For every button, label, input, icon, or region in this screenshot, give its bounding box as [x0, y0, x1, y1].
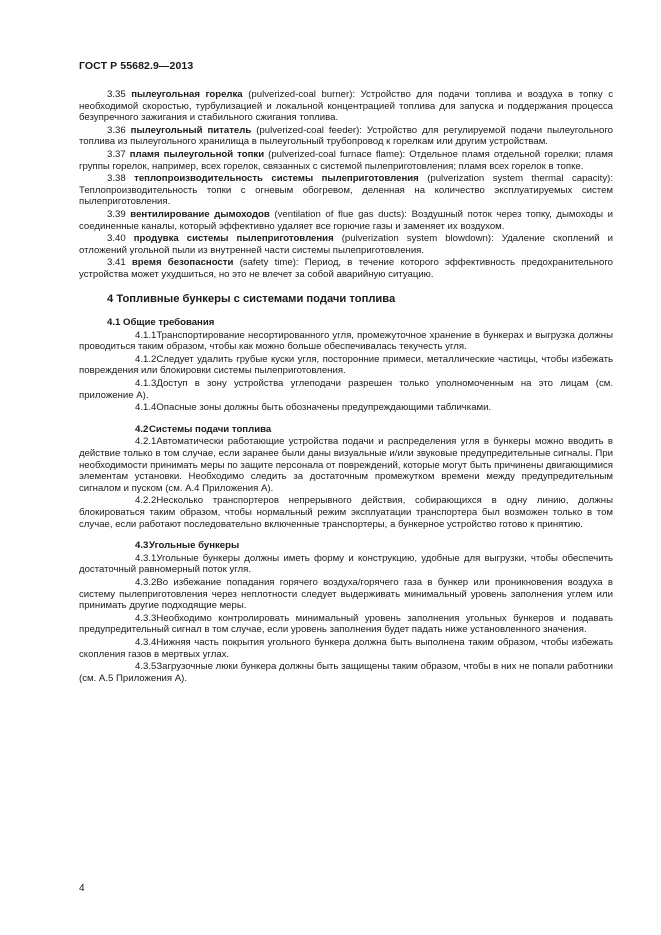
term-title: пылеугольная горелка — [131, 89, 243, 100]
term-number: 3.41 — [107, 257, 126, 269]
subsection-title: Системы подачи топлива — [149, 423, 272, 435]
subsection-number: 4.3 — [135, 540, 149, 552]
term-number: 3.35 — [107, 89, 126, 100]
clause-text: Во избежание попадания горячего воздуха/горячего газа в бункер или проникновения воздуха в систему пылеприготовления через неплотности следует выдерживать минимальный уровень заполнения углем или принимать другие подходящие меры. — [79, 576, 613, 612]
clause-4-1-4 — [79, 402, 613, 414]
clause-number: 4.3.4 — [135, 636, 157, 648]
term-3-37 — [79, 149, 613, 172]
term-3-35 — [79, 89, 613, 124]
clause-4-1-2 — [79, 354, 613, 377]
term-definition: (pulverization system blowdown): Удаление скоплений и отложений угольной пыли из внутренней части системы пылеприготовления. — [79, 233, 613, 256]
clause-text: Автоматически работающие устройства подачи и распределения угля в бункеры можно вводить в действие только в том случае, если заранее были даны визуальные и/или звуковые предупредительные сигналы. При необходимости принимать меры по защите персонала от повреждений, которые могут быть причинены двигающимися элементам установки. Необходимо следить за достаточным промежутком времени между предупредительным сигналом и пуском (см. А.4 Приложения А). — [79, 436, 613, 494]
clause-text: Нижняя часть покрытия угольного бункера должна быть выполнена таким образом, чтобы избежать скопления газов в мертвых углах. — [79, 636, 613, 660]
subsection-4-2-heading — [79, 424, 613, 436]
term-number: 3.37 — [107, 148, 126, 160]
term-title: вентилирование дымоходов — [130, 208, 270, 220]
clause-text: Несколько транспортеров непрерывного действия, собирающихся в одну линию, должны блокироваться таким образом, чтобы нормальный режим эксплуатации транспортера был возможен только в том случае, если работают последовательно включенные транспортеры, а бункерное устройство готово к принятию. — [79, 495, 613, 530]
term-definition: (pulverized-coal furnace flame): Отдельное пламя отдельной горелки; пламя группы горелок, например, всех горелок, связанных с системой пылеприготовления; пламя всех горелок в топке. — [79, 148, 613, 172]
clause-4-2-1 — [79, 436, 613, 494]
term-definition: (ventilation of flue gas ducts): Воздушный поток через топку, дымоходы и соединенные каналы, который эффективно удаляет все горючие газы и заменяет их воздухом. — [79, 208, 613, 232]
clause-text: Следует удалить грубые куски угля, посторонние примеси, металлические частицы, чтобы избежать повреждения или блокировки системы пылеприготовления. — [79, 353, 613, 377]
clause-number: 4.3.1 — [135, 552, 157, 564]
clause-4-1-3 — [79, 378, 613, 401]
clause-number: 4.3.3 — [135, 612, 157, 624]
term-definition: (pulverized-coal feeder): Устройство для регулируемой подачи пылеугольного топлива из пылеугольного хранилища в пылеугольный трубопровод к горелкам или другим устройствам. — [79, 124, 613, 148]
term-number: 3.38 — [107, 173, 126, 185]
term-3-40 — [79, 233, 613, 256]
clause-number: 4.1.4 — [135, 402, 157, 414]
term-title: продувка системы пылеприготовления — [133, 233, 334, 245]
term-definition: (pulverization system thermal capacity): Теплопроизводительность топки с огневым обогревом, деленная на количество эксплуатируемых систем пылеприготовления. — [79, 173, 614, 208]
term-3-41 — [79, 257, 613, 280]
clause-text: Транспортирование несортированного угля, промежуточное хранение в бункерах и выгрузка должны проводиться таким образом, чтобы как можно больше обеспечивалась текучесть угля. — [79, 329, 613, 353]
clause-text: Опасные зоны должны быть обозначены предупреждающими табличками. — [156, 402, 492, 414]
document-body — [79, 89, 613, 685]
term-3-36 — [79, 125, 613, 148]
subsection-title: Угольные бункеры — [149, 540, 240, 552]
term-title: время безопасности — [131, 257, 234, 269]
term-title: пылеугольный питатель — [130, 124, 252, 136]
term-title: пламя пылеугольной топки — [129, 148, 265, 160]
standard-header: ГОСТ Р 55682.9—2013 — [79, 60, 194, 72]
clause-text: Угольные бункеры должны иметь форму и конструкцию, удобные для выгрузки, чтобы обеспечить достаточный равномерный поток угля. — [79, 552, 613, 576]
subsection-number: 4.2 — [135, 423, 149, 435]
term-definition: (safety time): Период, в течение которого эффективность предохранительного устройства может ухудшиться, но это не влечет за собой аварийную ситуацию. — [79, 257, 613, 280]
subsection-4-1-heading: 4.1 Общие требования — [107, 317, 215, 329]
term-number: 3.39 — [107, 208, 126, 220]
clause-4-3-2 — [79, 577, 613, 612]
clause-4-3-1 — [79, 553, 613, 576]
clause-number: 4.1.1 — [135, 329, 157, 341]
clause-number: 4.2.1 — [135, 436, 157, 448]
clause-number: 4.3.5 — [135, 661, 157, 673]
clause-number: 4.2.2 — [135, 495, 157, 507]
clause-4-3-3 — [79, 613, 613, 636]
clause-text: Необходимо контролировать минимальный уровень заполнения угольных бункеров и подавать предупредительный сигнал в том случае, если уровень заполнения будет падать ниже установленного значения. — [79, 612, 613, 636]
clause-text: Доступ в зону устройства углеподачи разрешен только уполномоченным на это лицам (см. приложение А). — [79, 378, 613, 401]
term-definition: (pulverized-coal burner): Устройство для подачи топлива и воздуха в топку с необходимой скоростью, турбулизацией и локальной концентрацией топлива для запуска и поддержания процесса безупречного зажигания и стабильного сжигания топлива. — [79, 89, 613, 124]
clause-text: Загрузочные люки бункера должны быть защищены таким образом, чтобы в них не попали работники (см. А.5 Приложения А). — [79, 661, 613, 684]
subsection-4-3-heading — [79, 540, 613, 552]
section-4-title: 4 Топливные бункеры с системами подачи топлива — [107, 292, 396, 305]
clause-4-2-2 — [79, 495, 613, 530]
term-number: 3.40 — [107, 233, 126, 245]
clause-4-3-5 — [79, 661, 613, 684]
term-3-38 — [79, 173, 613, 208]
clause-number: 4.1.2 — [135, 353, 157, 365]
clause-4-3-4 — [79, 637, 613, 660]
term-number: 3.36 — [107, 124, 126, 136]
clause-4-1-1 — [79, 330, 613, 353]
term-title: теплопроизводительность системы пылеприготовления — [134, 173, 419, 185]
term-3-39 — [79, 209, 613, 232]
clause-number: 4.3.2 — [135, 576, 157, 588]
page-number: 4 — [79, 883, 85, 894]
clause-number: 4.1.3 — [135, 378, 157, 390]
